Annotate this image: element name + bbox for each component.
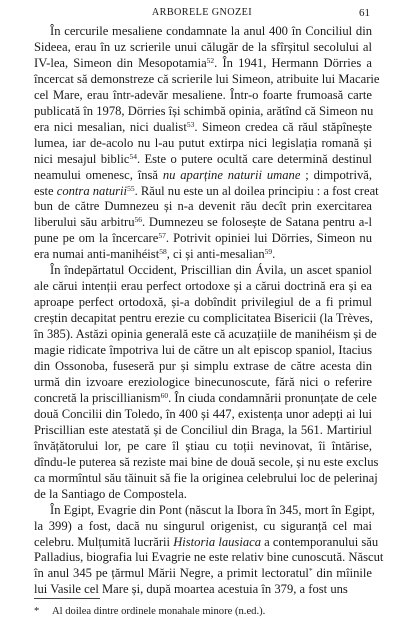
text-line: În Egipt, Evagrie din Pont (născut la Ibora în 345, mort în Egipt, [50,502,375,517]
note-reference: 54 [129,151,137,161]
text-line: celebru. Mulțumită lucrării Historia lausiaca a contemporanului său [34,534,379,549]
note-reference: 52 [206,55,215,65]
note-reference: 53 [186,119,195,129]
text-line: Priscillian este atestată și de Conciliul din Braga, la 561. Martiriul [34,422,372,437]
text-line: IV-lea, Simeon din Mesopotamia$^{52}$. În 1941, Hermann Dörries a [34,55,372,70]
body-text [34,24,384,598]
note-reference: * [308,566,313,576]
text-line: în 385). Astăzi opinia generală este că acuzațiile de manihéism și de [34,327,377,342]
text-line: Palladius, biografia lui Evagrie ne este relativ bine cunoscută. Născut [34,550,384,565]
text-line: bun de către Dumnezeu și n-a devenit rău decît prin exercitarea [34,199,372,214]
footnote-mark: * [34,606,40,617]
note-reference: 56 [134,215,142,225]
text-line: În cercurile mesaliene condamnate la anul 400 în Conciliul din [50,24,372,38]
text-line: era numai anti-manihéist$^{58}$, ci și anti-mesalian$^{59}$. [34,247,276,262]
text-line: din Ossonoba, fuseseră pur și simplu extrase de către acesta din [34,359,372,374]
text-line: concretă la priscillianism$^{60}$. În ciuda condamnării pronunțate de cele [34,390,377,405]
footnote-text: Al doilea dintre ordinele monahale minore (n.ed.). [52,606,266,617]
running-title: ARBORELE GNOZEI [151,7,253,18]
paragraph [34,24,380,263]
note-reference: 55 [127,183,135,193]
text-line: era nici mesalian, nici dualist$^{53}$. Simeon credea că răul stăpînește [34,119,372,134]
text-line: creștin decapitat pentru erezie cu complicitatea Bisericii (la Trèves, [34,311,373,326]
footnote [34,605,372,618]
text-line: liberului său arbitru$^{56}$. Dumnezeu se folosește de Satana pentru a-l [34,215,372,230]
text-line: nici mesajul biblic$^{54}$. Este o putere ocultă care determină destinul [34,151,372,166]
text-line: de la Santiago de Compostela. [34,486,187,501]
text-line: urmă din izvoare ereziologice binecunoscute, fără nici o referire [34,374,372,389]
text-line: la 399) a fost, dacă nu singurul origenist, cu siguranță cel mai [34,518,372,533]
paragraph [34,263,379,502]
footnote-rule [34,598,100,599]
note-reference: 57 [158,231,166,241]
paragraph [34,502,384,599]
text-line: învățătorului lor, pe care îl știau cu toții nevinovat, îi întărise, [34,438,372,453]
text-line: în anul 345 pe țărmul Mării Negre, a primit lectoratul* din mîinile [34,566,372,581]
text-line: Sideea, erau în uz scrierile unui călugăr de la sfîrșitul secolului al [34,39,372,54]
text-line: magie ridicate împotriva lui de către un alt episcop spaniol, Itacius [34,343,372,358]
text-line: lumea, iar de-acolo nu l-au putut extirpa nici legislația romană și [34,135,372,150]
text-line: încercat să demonstreze că scrierile lui Simeon, atribuite lui Macarie [34,71,380,86]
text-line: În îndepărtatul Occident, Priscillian din Ávila, un ascet spaniol [50,263,372,278]
page-number: 61 [359,7,370,19]
text-line: pune pe om la încercare$^{57}$. Potrivit opiniei lui Dörries, Simeon nu [34,231,372,246]
text-line: ale cărui intenții erau perfect ortodoxe și a cărui doctrină era și ea [34,279,372,294]
note-reference: 59 [264,247,273,257]
note-reference: 60 [160,390,169,400]
text-line: aproape perfect ortodoxă, și-a dobîndit privilegiul de a fi primul [34,295,372,310]
text-line: ca mormîntul său tăinuit să fie la originea celebrului loc de pelerinaj [34,470,378,485]
text-line: două Concilii din Toledo, în 400 și 447, existența unor adepți ai lui [34,406,372,421]
text-line: neamului omenesc, însă nu aparține naturii umane ; dimpotrivă, [34,167,372,182]
running-header [34,7,370,25]
note-reference: 58 [159,247,167,257]
text-line: este contra naturii$^{55}$. Răul nu este un al doilea principiu : a fost creat [34,183,379,198]
text-line: lui Vasile cel Mare și, după moartea acestuia în 379, a fost uns [34,582,348,597]
text-line: cel Mare, erau într-adevăr mesaliene. Într-o foarte frumoasă carte [34,87,372,102]
text-line: publicată în 1978, Dörries își schimbă opinia, arătînd că Simeon nu [34,103,374,118]
text-line: dîndu-le puterea să reziste mai bine de două secole, și nu este exclus [34,454,379,469]
